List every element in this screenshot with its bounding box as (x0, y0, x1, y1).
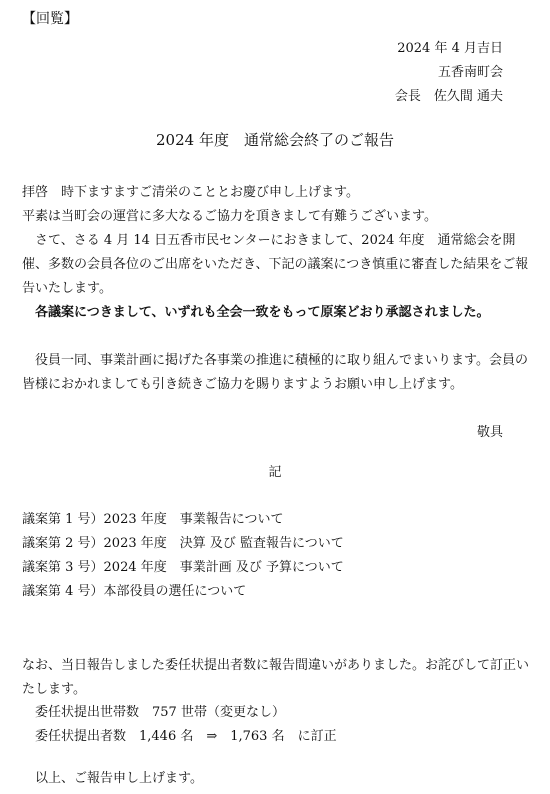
correction-note: なお、当日報告しました委任状提出者数に報告間違いがありました。お詫びして訂正いたします。 (22, 658, 530, 697)
keigu-closing: 敬具 (476, 425, 503, 440)
agenda-item: 議案第 1 号）2023 年度 事業報告について (22, 512, 284, 527)
ki-heading: 記 (268, 465, 282, 480)
agenda-item: 議案第 2 号）2023 年度 決算 及び 監査報告について (22, 536, 344, 551)
document-title: 2024 年度 通常総会終了のご報告 (156, 131, 394, 149)
final-remark: 以上、ご報告申し上げます。 (22, 771, 203, 786)
agenda-item: 議案第 3 号）2024 年度 事業計画 及び 予算について (22, 560, 344, 575)
closing-paragraph: 役員一同、事業計画に掲げた各事業の推進に積極的に取り組んでまいります。会員の皆様におかれましても引き続きご協力を賜りますようお願い申し上げます。 (22, 353, 528, 392)
submitters-count-line: 委任状提出者数 1,446 名 ⇒ 1,763 名 に訂正 (22, 729, 337, 744)
sender-chair: 会長 佐久間 通夫 (394, 89, 503, 104)
circulation-tag: 【回覧】 (22, 11, 78, 27)
households-count-line: 委任状提出世帯数 757 世帯（変更なし） (22, 705, 285, 720)
issue-date: 2024 年 4 月吉日 (397, 41, 503, 56)
meeting-report-paragraph: さて、さる 4 月 14 日五香市民センターにおきまして、2024 年度 通常総会を開催、多数の会員各位のご出席をいただき、下記の議案につき慎重に審査した結果をご報告いたします。 (22, 233, 529, 296)
greeting-line: 拝啓 時下ますますご清栄のこととお慶び申し上げます。 (22, 185, 359, 200)
approval-statement: 各議案につきまして、いずれも全会一致をもって原案どおり承認されました。 (22, 305, 490, 320)
thanks-line: 平素は当町会の運営に多大なるご協力を頂きまして有難うございます。 (22, 209, 437, 224)
sender-org: 五香南町会 (437, 65, 503, 80)
agenda-item: 議案第 4 号）本部役員の選任について (22, 584, 247, 599)
